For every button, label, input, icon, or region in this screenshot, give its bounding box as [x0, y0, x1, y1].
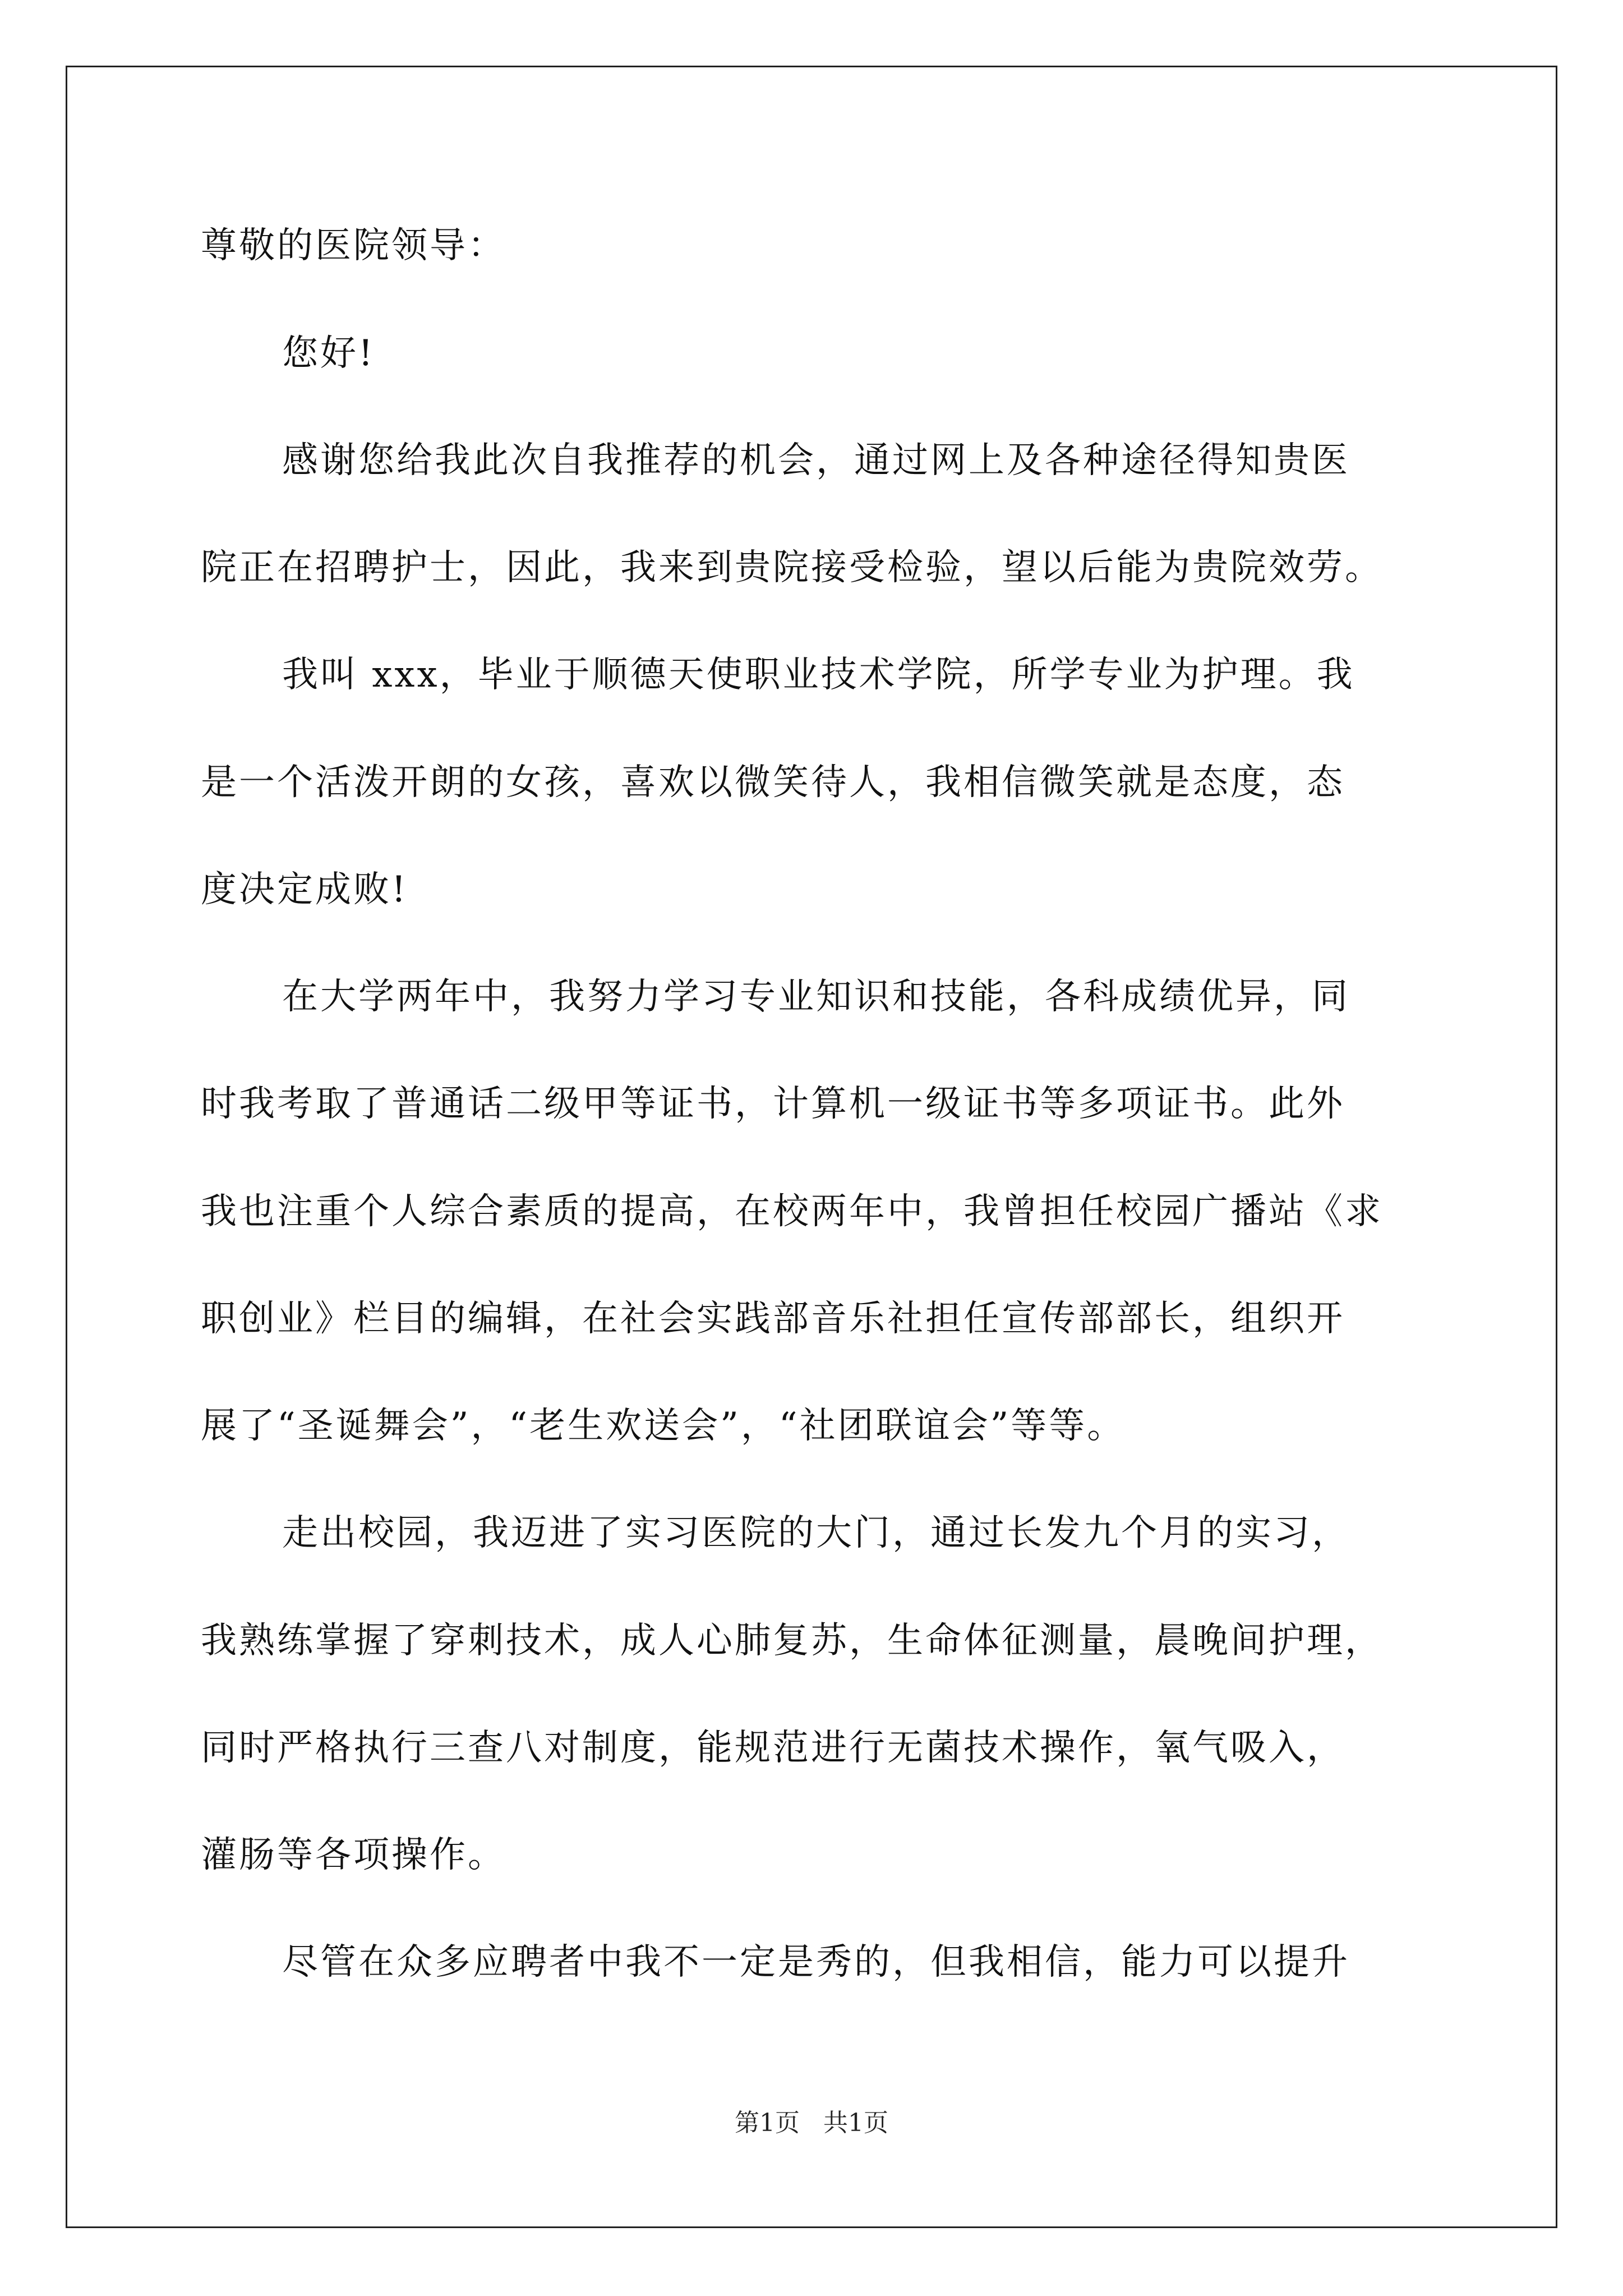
- salutation-line: 尊敬的医院领导：: [201, 225, 506, 266]
- body-line: 尽管在众多应聘者中我不一定是秀的，但我相信，能力可以提升: [282, 1941, 1350, 1983]
- body-line: 同时严格执行三查八对制度，能规范进行无菌技术操作，氧气吸入，: [201, 1727, 1345, 1769]
- body-line: 时我考取了普通话二级甲等证书，计算机一级证书等多项证书。此外: [201, 1083, 1345, 1125]
- body-line: 灌肠等各项操作。: [201, 1834, 506, 1876]
- body-line: 职创业》栏目的编辑，在社会实践部音乐社担任宣传部部长，组织开: [201, 1298, 1345, 1340]
- greeting-line: 您好!: [282, 333, 375, 374]
- body-line: 我叫 xxx，毕业于顺德天使职业技术学院，所学专业为护理。我: [282, 654, 1355, 696]
- page-footer: 第1页 共1页: [735, 2109, 888, 2137]
- body-line: 度决定成败!: [201, 869, 408, 910]
- body-line: 感谢您给我此次自我推荐的机会，通过网上及各种途径得知贵医: [282, 440, 1350, 481]
- body-line: 展了“圣诞舞会”，“老生欢送会”，“社团联谊会”等等。: [201, 1405, 1126, 1447]
- body-line: 走出校园，我迈进了实习医院的大门，通过长发九个月的实习，: [282, 1512, 1350, 1554]
- body-line: 我熟练掌握了穿刺技术，成人心肺复苏，生命体征测量，晨晚间护理，: [201, 1620, 1383, 1662]
- body-line: 在大学两年中，我努力学习专业知识和技能，各科成绩优异，同: [282, 976, 1350, 1018]
- page-border: [66, 66, 1557, 2228]
- body-line: 我也注重个人综合素质的提高，在校两年中，我曾担任校园广播站《求: [201, 1191, 1383, 1232]
- body-line: 院正在招聘护士，因此，我来到贵院接受检验，望以后能为贵院效劳。: [201, 547, 1383, 588]
- body-line: 是一个活泼开朗的女孩，喜欢以微笑待人，我相信微笑就是态度，态: [201, 762, 1345, 803]
